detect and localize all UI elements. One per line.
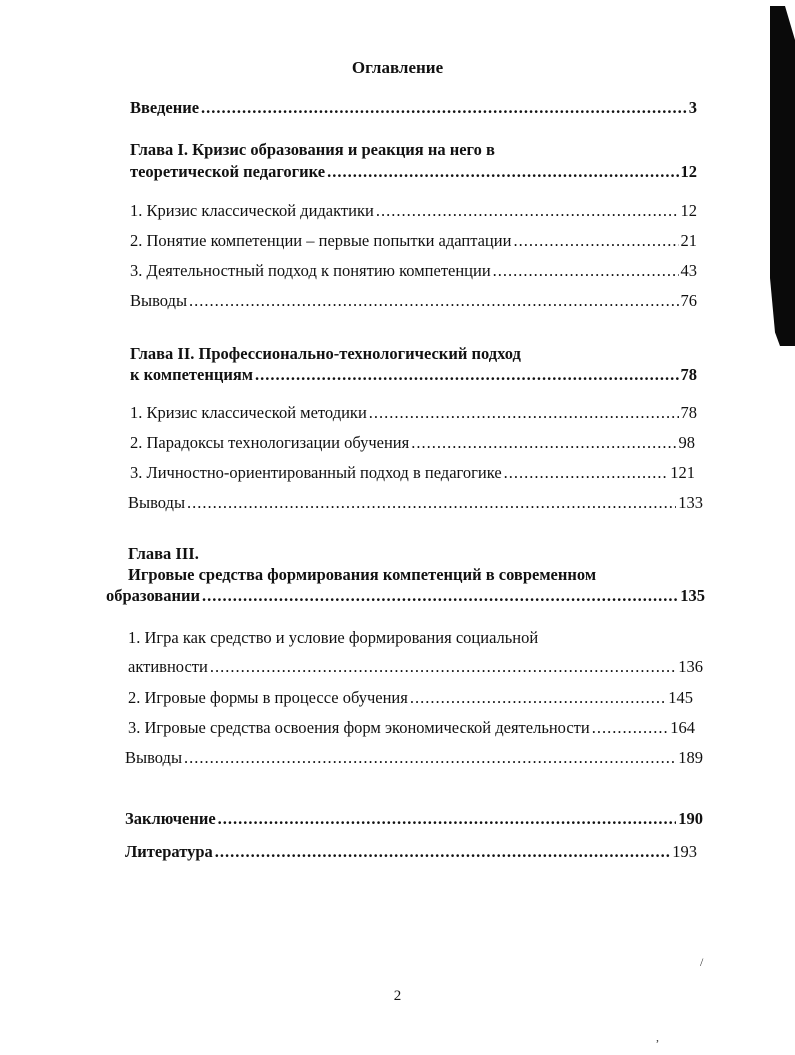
scan-edge-mark	[770, 6, 795, 346]
toc-entry-label: Выводы	[125, 748, 183, 767]
toc-entry-label: 2. Парадоксы технологизации обучения	[130, 433, 410, 452]
toc-entry-page: 3	[688, 98, 697, 117]
toc-entry-page: 78	[680, 365, 697, 384]
toc-entry-label: 2. Понятие компетенции – первые попытки адаптации	[130, 231, 512, 250]
leader-dots	[215, 842, 670, 862]
toc-entry-conclusion[interactable]	[125, 809, 703, 829]
toc-entry-intro[interactable]	[130, 98, 697, 118]
toc-entry-1-conclusions[interactable]	[130, 291, 697, 311]
leader-dots	[202, 586, 678, 606]
toc-entry-3-2[interactable]	[128, 688, 693, 708]
toc-entry-label: Выводы	[128, 493, 186, 512]
chapter-3-heading: Глава III.	[128, 544, 199, 563]
toc-entry-literature[interactable]	[125, 842, 697, 862]
leader-dots	[184, 748, 676, 768]
toc-entry-label: Литература	[125, 842, 213, 861]
toc-entry-1-3[interactable]	[130, 261, 697, 281]
toc-entry-1-2[interactable]	[130, 231, 697, 251]
toc-entry-label: Выводы	[130, 291, 188, 310]
toc-entry-label: 3. Личностно-ориентированный подход в педагогике	[130, 463, 502, 482]
leader-dots	[376, 201, 679, 221]
toc-title: Оглавление	[351, 58, 444, 77]
toc-entry-page: 98	[678, 433, 695, 452]
toc-entry-chapter-3[interactable]	[106, 586, 705, 606]
leader-dots	[187, 493, 676, 513]
toc-entry-page: 145	[668, 688, 693, 707]
chapter-1-heading: Глава I. Кризис образования и реакция на него в	[130, 140, 495, 159]
toc-entry-page: 133	[678, 493, 703, 512]
toc-entry-label: теоретической педагогике	[130, 162, 326, 181]
leader-dots	[369, 403, 679, 423]
scan-speck: ,	[656, 1030, 659, 1044]
toc-entry-page: 164	[670, 718, 695, 737]
toc-entry-page: 76	[680, 291, 697, 310]
toc-entry-label: активности	[128, 657, 208, 676]
toc-entry-1-1[interactable]	[130, 201, 697, 221]
leader-dots	[201, 98, 687, 118]
toc-entry-3-1-line1: 1. Игра как средство и условие формирования социальной	[128, 628, 539, 647]
leader-dots	[592, 718, 669, 738]
toc-entry-3-3[interactable]	[128, 718, 695, 738]
toc-entry-label: 1. Кризис классической методики	[130, 403, 367, 422]
toc-entry-label: 1. Кризис классической дидактики	[130, 201, 374, 220]
toc-entry-page: 121	[670, 463, 695, 482]
toc-entry-3-conclusions[interactable]	[125, 748, 703, 768]
leader-dots	[411, 433, 676, 453]
page-number: 2	[393, 988, 402, 1004]
leader-dots	[410, 688, 666, 708]
leader-dots	[513, 231, 678, 251]
toc-entry-3-1[interactable]	[128, 657, 703, 677]
leader-dots	[493, 261, 679, 281]
toc-entry-label: Заключение	[125, 809, 216, 828]
toc-entry-label: 2. Игровые формы в процессе обучения	[128, 688, 408, 707]
toc-entry-label: к компетенциям	[130, 365, 254, 384]
toc-entry-page: 21	[680, 231, 697, 250]
toc-entry-page: 189	[678, 748, 703, 767]
toc-entry-page: 190	[678, 809, 703, 828]
chapter-3-heading-line2: Игровые средства формирования компетенций в современном	[128, 565, 597, 584]
leader-dots	[255, 365, 678, 385]
toc-entry-page: 43	[680, 261, 697, 280]
toc-entry-page: 78	[680, 403, 697, 422]
toc-entry-label: образовании	[106, 586, 200, 605]
toc-entry-label: 3. Деятельностный подход к понятию компетенции	[130, 261, 491, 280]
toc-entry-chapter-2[interactable]	[130, 365, 697, 385]
leader-dots	[218, 809, 677, 829]
toc-entry-page: 12	[680, 201, 697, 220]
toc-entry-2-1[interactable]	[130, 403, 697, 423]
leader-dots	[327, 162, 678, 182]
leader-dots	[504, 463, 669, 483]
toc-entry-chapter-1[interactable]	[130, 162, 697, 182]
scan-speck: /	[700, 955, 704, 969]
toc-entry-2-3[interactable]	[130, 463, 695, 483]
toc-entry-page: 136	[678, 657, 703, 676]
toc-entry-page: 135	[680, 586, 705, 605]
toc-entry-label: Введение	[130, 98, 200, 117]
toc-entry-2-conclusions[interactable]	[128, 493, 703, 513]
chapter-2-heading: Глава II. Профессионально-технологический подход	[130, 344, 521, 363]
toc-entry-page: 12	[680, 162, 697, 181]
leader-dots	[189, 291, 678, 311]
toc-entry-2-2[interactable]	[130, 433, 695, 453]
toc-entry-page: 193	[672, 842, 697, 861]
toc-entry-label: 3. Игровые средства освоения форм экономической деятельности	[128, 718, 590, 737]
leader-dots	[210, 657, 676, 677]
